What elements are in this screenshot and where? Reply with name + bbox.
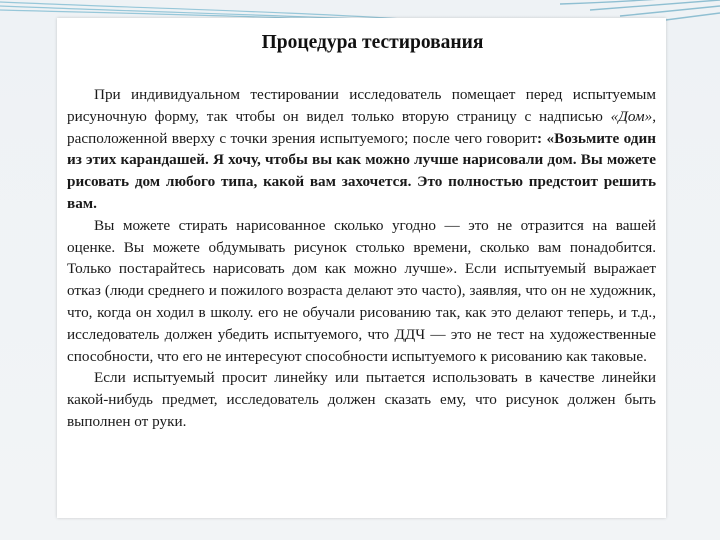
paragraph-2: Вы можете стирать нарисованное сколько угодно — это не отразится на вашей оценке. Вы можете обдумывать рисунок столько времени, сколько вам понадобится. Только постарайтесь нарисовать дом как можно лучше». Если испытуемый выражает отказ (люди среднего и пожилого возраста делают это часто), заявляя, что он не художник, что, когда он ходил в школу. его не обучали рисованию так, как это делают теперь, и т.д., исследователь должен убедить испытуемого, что ДДЧ — это не тест на художественные способности, что его не интересуют способности испытуемого к рисованию как таковые. bbox=[67, 216, 656, 365]
page-title: Процедура тестирования bbox=[261, 32, 484, 53]
paragraph-1-italic: «Дом» bbox=[610, 107, 653, 125]
paragraph-1-bold: : «Возьмите один из этих карандашей. Я хочу, чтобы вы как можно лучше нарисовали дом. Вы можете рисовать дом любого типа, какой вам захочется. Это полностью предстоит решить вам. bbox=[67, 129, 656, 212]
paragraph-1-text-b: , расположенной вверху с точки зрения испытуемого; после чего говорит bbox=[67, 107, 656, 147]
paragraph-1 bbox=[67, 84, 656, 215]
document-body bbox=[67, 84, 656, 433]
paragraph-1-text-a: При индивидуальном тестировании исследователь помещает перед испытуемым рисуночную форму, так чтобы он видел только вторую страницу с надписью bbox=[67, 86, 656, 125]
paragraph-3: Если испытуемый просит линейку или пытается использовать в качестве линейки какой-нибудь предмет, исследователь должен сказать ему, что рисунок должен быть выполнен от руки. bbox=[67, 369, 656, 430]
